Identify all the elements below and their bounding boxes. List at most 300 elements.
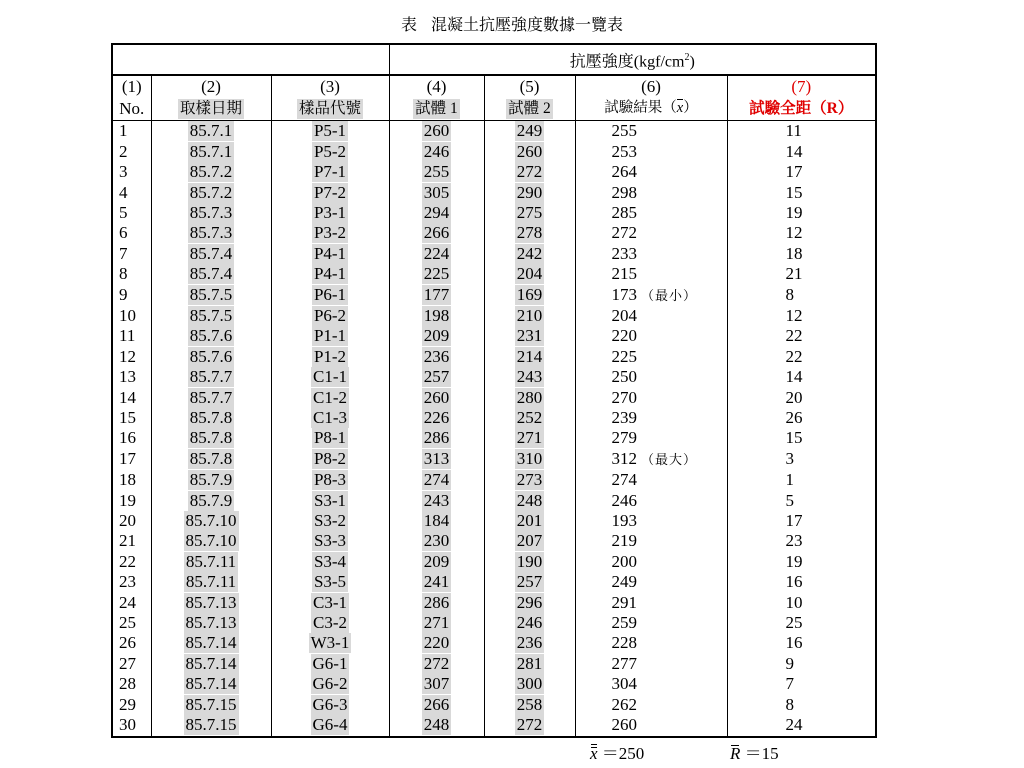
cell-range	[727, 223, 876, 243]
cell-specimen-1-value: 226	[423, 408, 450, 428]
cell-specimen-1	[389, 674, 484, 694]
cell-no	[112, 511, 151, 531]
cell-range-value: 17	[785, 162, 803, 182]
cell-specimen-1	[389, 491, 484, 511]
cell-date	[151, 552, 271, 572]
cell-range-value: 16	[785, 572, 803, 592]
cell-range-value: 3	[785, 449, 794, 469]
cell-code-value: P4-1	[313, 264, 347, 284]
cell-specimen-2	[484, 449, 575, 470]
cell-range	[727, 162, 876, 182]
cell-code-value: G6-1	[312, 653, 348, 673]
cell-result-value: 200	[611, 551, 637, 571]
cell-date	[151, 223, 271, 243]
cell-date	[151, 428, 271, 448]
cell-date	[151, 142, 271, 162]
cell-date	[151, 388, 271, 408]
cell-no-value: 18	[119, 470, 136, 490]
cell-specimen-2	[484, 531, 575, 551]
cell-specimen-2-value: 296	[516, 592, 543, 612]
col-number-5: (5)	[484, 75, 575, 97]
cell-specimen-2	[484, 285, 575, 306]
cell-date-value: 85.7.4	[189, 243, 233, 263]
cell-code-value: S3-1	[313, 490, 347, 510]
cell-specimen-2-value: 278	[516, 223, 543, 243]
cell-date	[151, 244, 271, 264]
cell-range-value: 19	[785, 202, 803, 222]
cell-no	[112, 695, 151, 715]
cell-range-value: 16	[785, 633, 803, 653]
col-number-6: (6)	[575, 75, 727, 97]
table-row	[112, 306, 876, 326]
cell-specimen-1	[389, 264, 484, 284]
cell-result-value: 298	[611, 182, 637, 202]
table-title-text: 混凝土抗壓強度數據一覽表	[431, 15, 624, 34]
table-row	[112, 613, 876, 633]
cell-date	[151, 264, 271, 284]
cell-range-value: 22	[785, 346, 803, 366]
cell-no	[112, 715, 151, 736]
cell-result-value: 219	[611, 531, 637, 551]
cell-no-value: 10	[119, 305, 136, 325]
cell-specimen-1	[389, 183, 484, 203]
cell-range	[727, 326, 876, 346]
cell-specimen-1-value: 272	[423, 653, 450, 673]
cell-specimen-1	[389, 572, 484, 592]
cell-specimen-1	[389, 470, 484, 490]
cell-range-value: 21	[785, 264, 803, 284]
cell-code-value: P8-1	[313, 428, 347, 448]
cell-code	[271, 654, 389, 674]
cell-date	[151, 306, 271, 326]
cell-result-value: 277	[611, 653, 637, 673]
cell-specimen-2-value: 243	[516, 367, 543, 387]
cell-no-value: 14	[119, 387, 136, 407]
cell-specimen-1-value: 236	[423, 346, 450, 366]
cell-range	[727, 511, 876, 531]
cell-result-value: 279	[611, 428, 637, 448]
col-number-7: (7)	[791, 77, 812, 97]
cell-specimen-2	[484, 388, 575, 408]
cell-specimen-2	[484, 674, 575, 694]
cell-result-value: 291	[611, 592, 637, 612]
cell-code	[271, 531, 389, 551]
cell-specimen-2	[484, 162, 575, 182]
cell-specimen-1-value: 266	[423, 223, 450, 243]
cell-date	[151, 183, 271, 203]
group-header-cell	[389, 44, 876, 75]
table-row	[112, 449, 876, 470]
cell-date	[151, 162, 271, 182]
cell-code	[271, 674, 389, 694]
table-row	[112, 367, 876, 387]
cell-no-value: 11	[119, 326, 136, 346]
cell-no-value: 27	[119, 653, 136, 673]
cell-specimen-1	[389, 715, 484, 736]
cell-result-value: 264	[611, 162, 637, 182]
cell-date-value: 85.7.14	[185, 674, 237, 694]
cell-range	[727, 449, 876, 470]
cell-result	[575, 388, 727, 408]
cell-specimen-1-value: 241	[423, 572, 450, 592]
cell-code-value: C1-1	[313, 367, 347, 387]
col-number-3: (3)	[271, 75, 389, 97]
xbar-value: ＝250	[601, 744, 645, 763]
cell-range-value: 15	[785, 182, 803, 202]
cell-code-value: P4-1	[313, 243, 347, 263]
table-row	[112, 491, 876, 511]
cell-specimen-2	[484, 428, 575, 448]
cell-specimen-2	[484, 613, 575, 633]
cell-code	[271, 203, 389, 223]
cell-result-value: 274	[611, 470, 637, 490]
cell-specimen-2	[484, 633, 575, 653]
cell-date-value: 85.7.11	[185, 551, 237, 571]
cell-result	[575, 470, 727, 490]
cell-no	[112, 264, 151, 284]
cell-date	[151, 326, 271, 346]
cell-no	[112, 654, 151, 674]
group-header-close: )	[689, 53, 695, 71]
cell-code	[271, 715, 389, 736]
cell-code-value: G6-2	[312, 674, 348, 694]
cell-specimen-2	[484, 367, 575, 387]
cell-date-value: 85.7.14	[185, 653, 237, 673]
cell-no-value: 12	[119, 346, 136, 366]
cell-code	[271, 572, 389, 592]
strength-data-table	[111, 43, 877, 738]
cell-result-value: 262	[611, 694, 637, 714]
col-name-specimen-2	[484, 97, 575, 121]
result-note: （最大）	[641, 451, 698, 467]
cell-no	[112, 674, 151, 694]
cell-result-value: 253	[611, 141, 637, 161]
cell-date-value: 85.7.13	[185, 613, 237, 633]
cell-date-value: 85.7.5	[189, 305, 233, 325]
cell-date	[151, 121, 271, 142]
cell-result	[575, 347, 727, 367]
cell-range-value: 5	[785, 490, 794, 510]
cell-range-value: 25	[785, 613, 803, 633]
cell-specimen-2-value: 201	[516, 511, 543, 531]
cell-no-value: 9	[119, 285, 128, 305]
cell-result-value: 260	[611, 715, 637, 735]
cell-date	[151, 572, 271, 592]
cell-date-value: 85.7.15	[185, 694, 237, 714]
cell-code-value: P5-1	[313, 121, 347, 141]
cell-specimen-2	[484, 695, 575, 715]
cell-date-value: 85.7.7	[189, 387, 233, 407]
cell-specimen-2-value: 257	[516, 572, 543, 592]
cell-code-value: P6-2	[313, 305, 347, 325]
cell-date	[151, 531, 271, 551]
table-row	[112, 633, 876, 653]
cell-range	[727, 552, 876, 572]
cell-no	[112, 162, 151, 182]
cell-specimen-2-value: 272	[516, 715, 543, 735]
cell-code-value: W3-1	[310, 633, 350, 653]
cell-no	[112, 593, 151, 613]
cell-result	[575, 326, 727, 346]
cell-range	[727, 183, 876, 203]
table-row	[112, 408, 876, 428]
cell-result-value: 239	[611, 408, 637, 428]
table-row	[112, 695, 876, 715]
cell-code	[271, 408, 389, 428]
cell-range	[727, 244, 876, 264]
cell-specimen-1	[389, 531, 484, 551]
cell-specimen-1-value: 246	[423, 141, 450, 161]
cell-result-value: 246	[611, 490, 637, 510]
cell-code-value: S3-5	[313, 572, 347, 592]
cell-range	[727, 654, 876, 674]
cell-range	[727, 306, 876, 326]
cell-range-value: 9	[785, 653, 794, 673]
cell-no	[112, 244, 151, 264]
cell-date-value: 85.7.15	[185, 715, 237, 735]
cell-specimen-2-value: 204	[516, 264, 543, 284]
cell-no-value: 25	[119, 613, 136, 633]
cell-result	[575, 715, 727, 736]
cell-code-value: G6-3	[312, 694, 348, 714]
cell-code	[271, 633, 389, 653]
cell-specimen-2	[484, 306, 575, 326]
cell-specimen-2	[484, 593, 575, 613]
cell-range	[727, 695, 876, 715]
table-row	[112, 593, 876, 613]
col-number-1: (1)	[112, 75, 151, 97]
cell-specimen-1	[389, 121, 484, 142]
cell-date	[151, 695, 271, 715]
cell-range-value: 8	[785, 694, 794, 714]
cell-specimen-1	[389, 244, 484, 264]
cell-specimen-1	[389, 633, 484, 653]
cell-range-value: 17	[785, 511, 803, 531]
cell-result	[575, 552, 727, 572]
table-row	[112, 715, 876, 736]
cell-result-value: 204	[611, 305, 637, 325]
cell-no	[112, 470, 151, 490]
cell-specimen-1-value: 271	[423, 613, 450, 633]
cell-date-value: 85.7.5	[189, 285, 233, 305]
cell-specimen-2-value: 210	[516, 305, 543, 325]
cell-code-value: P7-2	[313, 182, 347, 202]
cell-date-value: 85.7.8	[189, 428, 233, 448]
cell-range-value: 23	[785, 531, 803, 551]
cell-date	[151, 613, 271, 633]
cell-date-value: 85.7.9	[189, 490, 233, 510]
cell-result	[575, 674, 727, 694]
cell-no	[112, 223, 151, 243]
cell-range-value: 22	[785, 326, 803, 346]
cell-code	[271, 183, 389, 203]
cell-code	[271, 428, 389, 448]
cell-result	[575, 285, 727, 306]
rbar-symbol: R	[730, 742, 740, 766]
cell-range	[727, 633, 876, 653]
cell-specimen-2	[484, 715, 575, 736]
cell-specimen-2-value: 246	[516, 613, 543, 633]
cell-no	[112, 142, 151, 162]
cell-code-value: C1-3	[313, 408, 347, 428]
cell-specimen-2	[484, 347, 575, 367]
cell-code-value: S3-4	[313, 551, 347, 571]
col-name-no: No.	[112, 97, 151, 121]
cell-date-value: 85.7.1	[189, 121, 233, 141]
mean-range	[730, 742, 779, 766]
cell-no-value: 23	[119, 572, 136, 592]
cell-specimen-1	[389, 552, 484, 572]
cell-no-value: 19	[119, 490, 136, 510]
cell-result-value: 249	[611, 572, 637, 592]
cell-date-value: 85.7.6	[189, 326, 233, 346]
table-row	[112, 347, 876, 367]
cell-date	[151, 491, 271, 511]
cell-specimen-2-value: 242	[516, 243, 543, 263]
cell-result	[575, 613, 727, 633]
table-row	[112, 388, 876, 408]
table-row	[112, 428, 876, 448]
cell-range	[727, 347, 876, 367]
cell-specimen-2	[484, 244, 575, 264]
cell-specimen-1	[389, 428, 484, 448]
cell-specimen-1-value: 305	[423, 182, 450, 202]
cell-no-value: 13	[119, 367, 136, 387]
cell-range	[727, 491, 876, 511]
cell-no-value: 17	[119, 449, 136, 469]
cell-specimen-2-value: 310	[516, 449, 543, 469]
cell-result-value: 193	[611, 511, 637, 531]
cell-range	[727, 531, 876, 551]
cell-date-value: 85.7.2	[189, 162, 233, 182]
cell-code	[271, 223, 389, 243]
cell-specimen-1	[389, 306, 484, 326]
cell-specimen-1	[389, 593, 484, 613]
column-number-row	[112, 75, 876, 97]
cell-date	[151, 408, 271, 428]
cell-code-value: S3-3	[313, 531, 347, 551]
cell-range	[727, 715, 876, 736]
mean-of-means	[590, 742, 644, 766]
cell-code-value: S3-2	[313, 511, 347, 531]
cell-date-value: 85.7.11	[185, 572, 237, 592]
cell-code	[271, 388, 389, 408]
cell-specimen-1-value: 255	[423, 162, 450, 182]
cell-result	[575, 491, 727, 511]
col-name-result-close: ）	[683, 100, 698, 117]
cell-result	[575, 223, 727, 243]
cell-result	[575, 121, 727, 142]
cell-no	[112, 613, 151, 633]
cell-date-value: 85.7.8	[189, 449, 233, 469]
table-row	[112, 531, 876, 551]
col-number-2: (2)	[151, 75, 271, 97]
cell-no	[112, 428, 151, 448]
cell-specimen-1-value: 198	[423, 305, 450, 325]
cell-specimen-2	[484, 121, 575, 142]
cell-specimen-2-value: 300	[516, 674, 543, 694]
cell-specimen-2-value: 290	[516, 182, 543, 202]
cell-result	[575, 244, 727, 264]
cell-specimen-1	[389, 203, 484, 223]
col-name-code-label: 樣品代號	[298, 100, 361, 118]
cell-specimen-1-value: 243	[423, 490, 450, 510]
cell-code	[271, 511, 389, 531]
group-header-row	[112, 44, 876, 75]
cell-specimen-1-value: 294	[423, 202, 450, 222]
cell-specimen-1	[389, 347, 484, 367]
cell-date	[151, 470, 271, 490]
col-name-date-label: 取樣日期	[179, 100, 242, 118]
cell-result	[575, 449, 727, 470]
cell-no-value: 3	[119, 162, 128, 182]
cell-range	[727, 674, 876, 694]
cell-no	[112, 183, 151, 203]
cell-code	[271, 121, 389, 142]
table-title-prefix: 表	[400, 15, 417, 34]
cell-code-value: C3-1	[313, 592, 347, 612]
cell-specimen-2	[484, 183, 575, 203]
cell-code-value: P6-1	[313, 285, 347, 305]
col-name-result	[575, 97, 727, 121]
cell-specimen-2-value: 207	[516, 531, 543, 551]
xbar-symbol: x	[590, 742, 598, 766]
cell-no	[112, 449, 151, 470]
cell-specimen-2	[484, 264, 575, 284]
table-row	[112, 285, 876, 306]
cell-specimen-2	[484, 203, 575, 223]
cell-specimen-1-value: 286	[423, 592, 450, 612]
table-row	[112, 203, 876, 223]
cell-code-value: P3-2	[313, 223, 347, 243]
cell-date-value: 85.7.7	[189, 367, 233, 387]
cell-specimen-2-value: 214	[516, 346, 543, 366]
cell-code	[271, 244, 389, 264]
col-name-result-label: 試驗結果（	[604, 100, 677, 117]
cell-result-value: 272	[611, 223, 637, 243]
cell-result-value: 215	[611, 264, 637, 284]
cell-specimen-1-value: 257	[423, 367, 450, 387]
table-row	[112, 223, 876, 243]
cell-range-value: 1	[785, 470, 794, 490]
cell-specimen-1	[389, 285, 484, 306]
cell-specimen-1-value: 286	[423, 428, 450, 448]
table-row	[112, 572, 876, 592]
cell-specimen-2-value: 272	[516, 162, 543, 182]
cell-code	[271, 491, 389, 511]
cell-specimen-1	[389, 695, 484, 715]
cell-specimen-1-value: 184	[423, 511, 450, 531]
cell-specimen-2-value: 190	[516, 551, 543, 571]
cell-date-value: 85.7.14	[185, 633, 237, 653]
cell-no-value: 21	[119, 531, 136, 551]
cell-result	[575, 142, 727, 162]
result-note: （最小）	[641, 287, 698, 303]
cell-range	[727, 264, 876, 284]
cell-range-value: 18	[785, 243, 803, 263]
cell-no	[112, 633, 151, 653]
cell-code	[271, 552, 389, 572]
cell-range	[727, 388, 876, 408]
cell-specimen-2	[484, 491, 575, 511]
cell-specimen-1-value: 307	[423, 674, 450, 694]
cell-specimen-1	[389, 408, 484, 428]
cell-date-value: 85.7.2	[189, 182, 233, 202]
cell-result	[575, 531, 727, 551]
cell-specimen-1	[389, 142, 484, 162]
cell-specimen-1	[389, 613, 484, 633]
cell-no	[112, 388, 151, 408]
